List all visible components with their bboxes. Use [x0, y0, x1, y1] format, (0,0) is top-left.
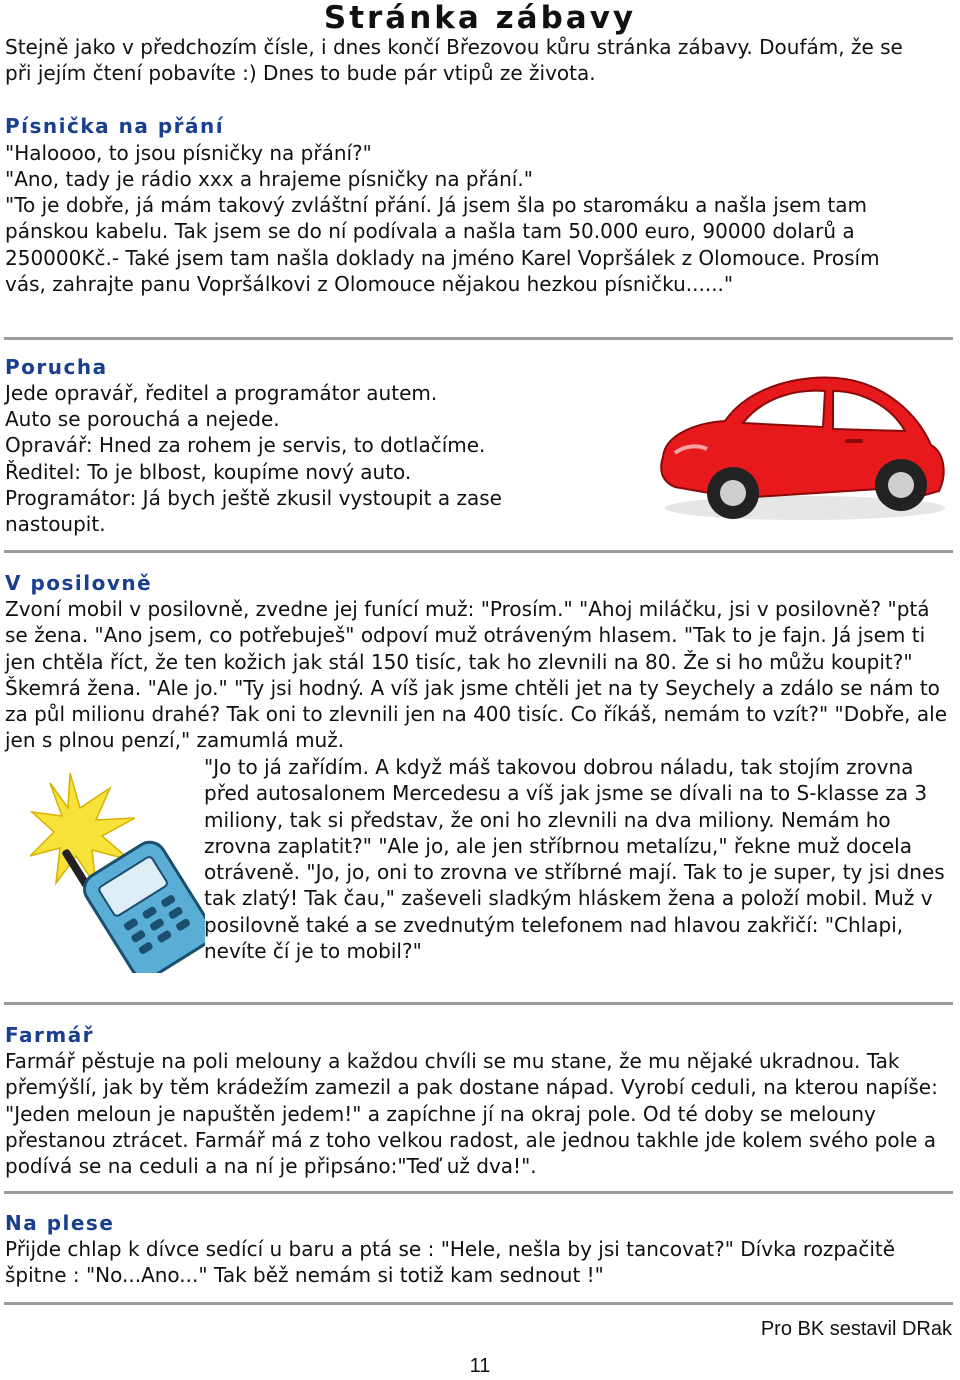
posilovna-text-bottom: "Jo to já zařídím. A když máš takovou dobrou náladu, tak stojím zrovna před autosalonem Mercedesu a víš jak jsme se dívali na to S-klasse za 3 miliony, tak si představ, že oni ho zlevnili na dva miliony. Nemám ho zrovna zaplatit?" "Ale jo, ale jen stříbrnou metalízu," řekne muž docela otráveně. "Jo, jo, oni to zrovna ve stříbrné mají. Tak to je super, ty jsi dnes tak zlatý! Tak čau," zaševeli sladkým hláskem žena a položí mobil. Muž v posilovně také a se zvednutým telefonem nad hlavou zakřičí: "Chlapi, nevíte čí je to mobil?" — [204, 755, 945, 964]
section-heading-posilovna: V posilovně — [5, 571, 153, 595]
farmar-text: Farmář pěstuje na poli melouny a každou chvíli se mu stane, že mu nějaké ukradnou. Tak přemýšlí, jak by těm krádežím zamezil a pak dostane nápad. Vyrobí ceduli, na kterou napíše: "Jeden meloun je napuštěn jedem!" a zapíchne jí na okraj pole. Od té doby se melouny přestanou ztrácet. Farmář má z toho velkou radost, ale jednou takhle jde kolem svého pole a podívá se na ceduli a na ní je připsáno:"Teď už dva!". — [5, 1049, 938, 1179]
porucha-line-2: Auto se porouchá a nejede. — [5, 407, 280, 431]
porucha-line-1: Jede opravář, ředitel a programátor autem. — [5, 381, 438, 405]
red-car-illustration — [655, 365, 950, 525]
na-plese-text: Přijde chlap k dívce sedící u baru a ptá se : "Hele, nešla by jsi tancovat?" Dívka rozpačitě špitne : "No...Ano..." Tak běž nemám si totiž kam sednout !" — [5, 1237, 896, 1288]
pisnicka-line-2: "Ano, tady je rádio xxx a hrajeme písničky na přání." — [5, 167, 533, 191]
intro-paragraph: Stejně jako v předchozím čísle, i dnes končí Březovou kůru stránka zábavy. Doufám, že se při jejím čtení pobavíte :) Dnes to bude pár vtipů ze života. — [5, 35, 903, 86]
section-heading-farmar: Farmář — [5, 1023, 95, 1047]
divider — [4, 1191, 953, 1194]
page-title: Stránka zábavy — [323, 0, 637, 36]
section-heading-pisnicka: Písnička na přání — [5, 114, 225, 138]
porucha-line-4: Ředitel: To je blbost, koupíme nový auto. — [5, 460, 412, 484]
footer-credit: Pro BK sestavil DRak — [760, 1318, 952, 1340]
porucha-line-5: Programátor: Já bych ještě zkusil vystoupit a zase nastoupit. — [5, 486, 502, 537]
mobile-phone-illustration — [30, 768, 205, 973]
porucha-line-3: Opravář: Hned za rohem je servis, to dotlačíme. — [5, 433, 486, 457]
divider — [4, 550, 953, 553]
pisnicka-line-1: "Haloooo, to jsou písničky na přání?" — [5, 141, 372, 165]
divider — [4, 1302, 953, 1305]
section-heading-na-plese: Na plese — [5, 1211, 115, 1235]
divider — [4, 337, 953, 340]
page-number: 11 — [469, 1355, 491, 1377]
section-heading-porucha: Porucha — [5, 355, 108, 379]
posilovna-text-top: Zvoní mobil v posilovně, zvedne jej funící muž: "Prosím." "Ahoj miláčku, jsi v posilovně? "ptá se žena. "Ano jsem, co potřebuješ" odpoví muž otráveným hlasem. "Tak to je fajn. Já jsem ti jen chtěla říct, že ten kožich jak stál 150 tisíc, tak ho zlevnili na 80. Že si ho můžu koupit?" Škemrá žena. "Ale jo." "Ty jsi hodný. A víš jak jsme chtěli jet na ty Seychely a zdálo se nám to za půl milionu drahé? Tak oni to zlevnili jen na 400 tisíc. Co říkáš, nemám to vzít?" "Dobře, ale jen s plnou penzí," zamumlá muž. — [5, 597, 947, 753]
divider — [4, 1002, 953, 1005]
pisnicka-line-3: "To je dobře, já mám takový zvláštní přání. Já jsem šla po staromáku a našla jsem tam pánskou kabelu. Tak jsem se do ní podívala a našla tam 50.000 euro, 90000 dolarů a 250000Kč.- Také jsem tam našla doklady na jméno Karel Vopršálek z Olomouce. Prosím vás, zahrajte panu Vopršálkovi z Olomouce nějakou hezkou písničku......" — [5, 193, 880, 296]
